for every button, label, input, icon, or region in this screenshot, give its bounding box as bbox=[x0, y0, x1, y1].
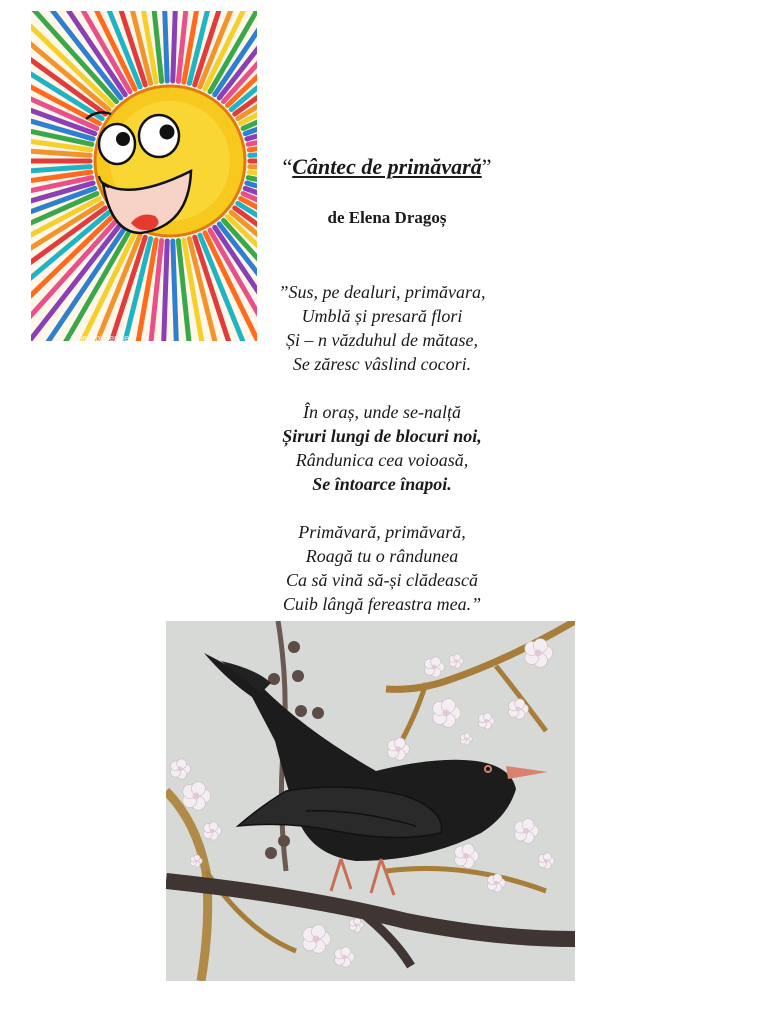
stanza bbox=[232, 280, 532, 376]
poem-line: Șiruri lungi de blocuri noi, bbox=[282, 426, 482, 446]
poem-line: Se zăresc vâslind cocori. bbox=[292, 354, 472, 374]
stanza bbox=[232, 400, 532, 496]
blackbird-illustration bbox=[166, 621, 575, 981]
poem-body bbox=[232, 280, 532, 640]
poem-line: Rândunica cea voioasă, bbox=[295, 450, 469, 470]
poem-line: Și – n văzduhul de mătase, bbox=[286, 330, 478, 350]
poem-line: Umblă și presară flori bbox=[301, 306, 463, 326]
title-close-quote: ” bbox=[481, 154, 492, 179]
sun-illustration bbox=[31, 11, 257, 341]
sun-drawing bbox=[31, 11, 257, 341]
poem-line: ”Sus, pe dealuri, primăvara, bbox=[278, 282, 486, 302]
poem-author: de Elena Dragoș bbox=[327, 208, 447, 227]
poem-line: Cuib lângă fereastra mea.” bbox=[282, 594, 482, 614]
poem-line: Primăvară, primăvară, bbox=[298, 522, 466, 542]
poem-line: În oraș, unde se-nalță bbox=[303, 402, 461, 422]
blackbird-papercut bbox=[166, 621, 575, 981]
title-text: Cântec de primăvară bbox=[292, 154, 482, 179]
poem-line: Roagă tu o rândunea bbox=[305, 546, 459, 566]
poem-title bbox=[262, 154, 512, 180]
stanza bbox=[232, 520, 532, 616]
image-watermark: © lernbilder.de bbox=[71, 333, 130, 343]
poem-line: Se întoarce înapoi. bbox=[312, 474, 452, 494]
poem-line: Ca să vină să-și clădească bbox=[286, 570, 478, 590]
left-eye bbox=[99, 124, 135, 164]
title-open-quote: “ bbox=[282, 154, 293, 179]
